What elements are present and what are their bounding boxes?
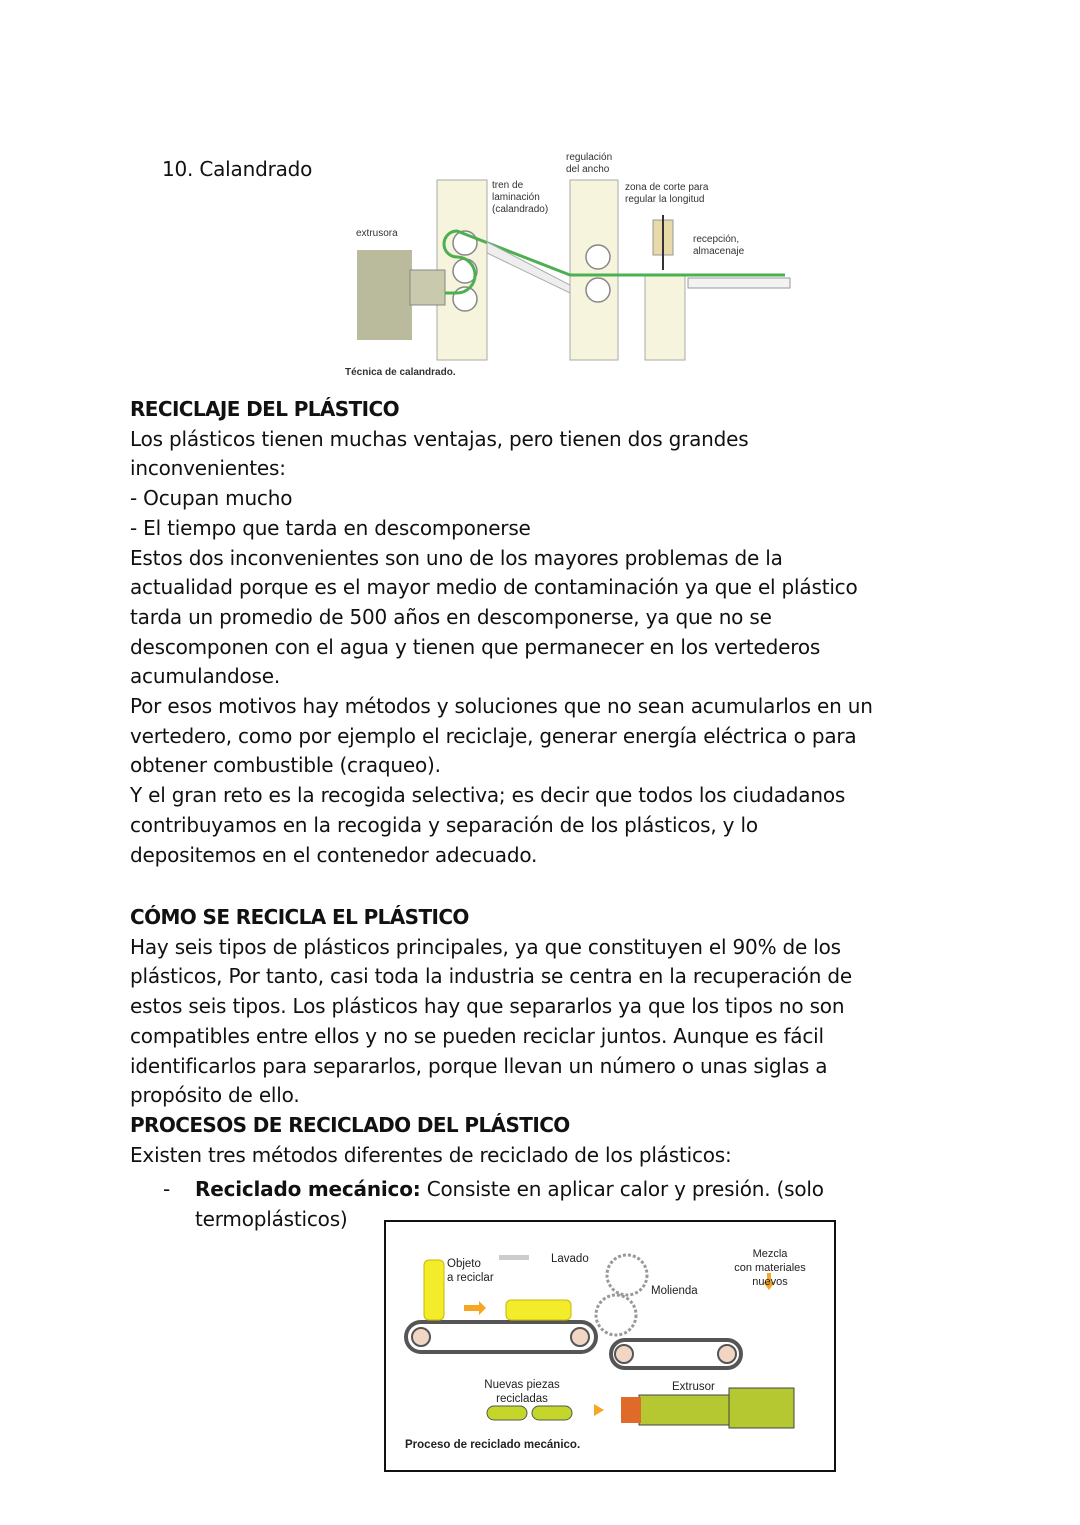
calandrado-diagram [345,145,800,385]
heading-como-se-recicla: CÓMO SE RECICLA EL PLÁSTICO [130,905,469,929]
label-tren-2: laminación [492,192,540,203]
text-line: contribuyamos en la recogida y separación de los plásticos, y lo [130,812,758,837]
text-line: inconvenientes: [130,456,286,481]
label-objeto-1: Objeto [447,1258,481,1270]
text-line: depositemos en el contenedor adecuado. [130,842,538,867]
text-line: actualidad porque es el mayor medio de contaminación ya que el plástico [130,575,858,600]
reciclaje-section [130,395,873,870]
label-mezcla-1: Mezcla [752,1248,788,1260]
label-regulacion-2: del ancho [566,164,610,175]
label-nuevas-2: recicladas [496,1393,548,1405]
como-section [130,903,852,1170]
text-line: tarda un promedio de 500 años en descomponerse, ya que no se [130,604,772,629]
label-nuevas-1: Nuevas piezas [484,1379,560,1391]
label-lavado: Lavado [551,1253,589,1265]
reciclado-mecanico-diagram [384,1220,836,1472]
label-recepcion-1: recepción, [693,234,740,245]
label-molienda: Molienda [651,1285,698,1297]
text-line: obtener combustible (craqueo). [130,753,441,778]
text-line: identificarlos para separarlos, porque llevan un número o unas siglas a [130,1053,828,1078]
heading-procesos: PROCESOS DE RECICLADO DEL PLÁSTICO [130,1112,570,1137]
label-regulacion-1: regulación [566,152,613,163]
bullet-text-cont: termoplásticos) [195,1206,348,1231]
label-zona-2: regular la longitud [625,194,705,205]
label-zona-1: zona de corte para [625,182,709,193]
text-line: Existen tres métodos diferentes de reciclado de los plásticos: [130,1142,732,1167]
term-reciclado-mecanico: Reciclado mecánico: [195,1177,421,1201]
text-line: vertedero, como por ejemplo el reciclaje, generar energía eléctrica o para [130,723,857,748]
text-line: estos seis tipos. Los plásticos hay que separarlos ya que los tipos no son [130,994,845,1019]
text-line: - El tiempo que tarda en descomponerse [130,515,531,540]
label-extrusor: Extrusor [672,1381,715,1393]
section-title-calandrado: 10. Calandrado [162,157,313,181]
label-tren-3: (calandrado) [492,204,549,215]
bullet-text: Consiste en aplicar calor y presión. (solo [420,1177,824,1201]
text-line: Los plásticos tienen muchas ventajas, pero tienen dos grandes [130,426,749,451]
label-tren-1: tren de [492,180,524,191]
caption-calandrado: Técnica de calandrado. [345,367,456,378]
text-line: Estos dos inconvenientes son uno de los mayores problemas de la [130,545,783,570]
label-mezcla-3: nuevos [752,1276,788,1288]
caption-mecanico: Proceso de reciclado mecánico. [405,1439,581,1451]
text-line: descomponen con el agua y tienen que permanecer en los vertederos [130,634,821,659]
text-line: - Ocupan mucho [130,486,293,511]
text-line: Hay seis tipos de plásticos principales, ya que constituyen el 90% de los [130,934,841,959]
label-objeto-2: a reciclar [447,1272,494,1284]
heading-reciclaje: RECICLAJE DEL PLÁSTICO [130,397,399,421]
text-line: acumulandose. [130,664,280,689]
label-extrusora: extrusora [356,228,398,239]
text-line: Y el gran reto es la recogida selectiva; es decir que todos los ciudadanos [130,783,846,808]
text-line: plásticos, Por tanto, casi toda la industria se centra en la recuperación de [130,964,852,989]
text-line: Por esos motivos hay métodos y soluciones que no sean acumularlos en un [130,694,873,719]
bullet-marker: - [163,1177,171,1201]
label-mezcla-2: con materiales [734,1262,806,1274]
label-recepcion-2: almacenaje [693,246,745,257]
text-line: propósito de ello. [130,1083,300,1108]
text-line: compatibles entre ellos y no se pueden reciclar juntos. Aunque es fácil [130,1023,824,1048]
